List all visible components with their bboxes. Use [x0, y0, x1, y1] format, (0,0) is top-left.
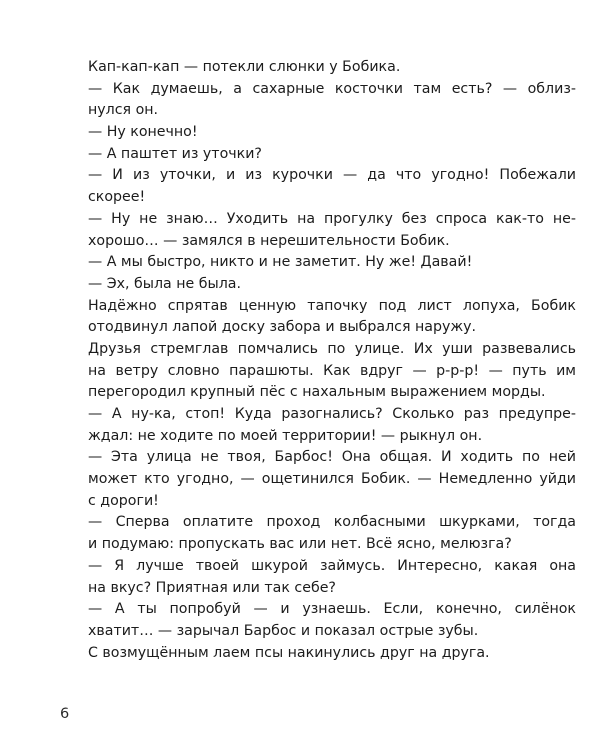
- body-text: [88, 57, 576, 664]
- text-line: и подумаю: пропускать вас или нет. Всё ясно, мелюзга?: [88, 536, 512, 553]
- text-line: — Я лучше твоей шкурой займусь. Интересно, какая она: [88, 557, 576, 574]
- text-line: отодвинул лапой доску забора и выбрался наружу.: [88, 319, 477, 336]
- text-line: — А ты попробуй — и узнаешь. Если, конечно, силёнок: [88, 601, 576, 618]
- text-line: скорее!: [88, 189, 146, 206]
- text-line: — Как думаешь, а сахарные косточки там есть? — облиз-: [88, 80, 576, 97]
- paragraph: [88, 274, 576, 296]
- text-line: ждал: не ходите по моей территории! — рыкнул он.: [88, 427, 483, 444]
- paragraph: [88, 144, 576, 166]
- text-line: — Ну не знаю… Уходить на прогулку без спроса как-то не-: [88, 210, 576, 227]
- paragraph: [88, 599, 576, 642]
- paragraph: [88, 79, 576, 122]
- text-line: нулся он.: [88, 102, 159, 119]
- paragraph: [88, 512, 576, 555]
- text-line: — А паштет из уточки?: [88, 145, 262, 162]
- text-line: — Эта улица не твоя, Барбос! Она общая. И ходить по ней: [88, 449, 576, 466]
- text-line: на ветру словно парашюты. Как вдруг — р-р-р! — путь им: [88, 362, 576, 379]
- paragraph: [88, 643, 576, 665]
- text-line: с дороги!: [88, 492, 159, 509]
- text-line: хватит… — зарычал Барбос и показал острые зубы.: [88, 622, 479, 639]
- paragraph: [88, 165, 576, 208]
- paragraph: [88, 556, 576, 599]
- paragraph: [88, 57, 576, 79]
- text-line: на вкус? Приятная или так себе?: [88, 579, 336, 596]
- text-line: Надёжно спрятав ценную тапочку под лист лопуха, Бобик: [88, 297, 576, 314]
- text-line: может кто угодно, — ощетинился Бобик. — Немедленно уйди: [88, 471, 576, 488]
- text-line: — И из уточки, и из курочки — да что угодно! Побежали: [88, 167, 576, 184]
- paragraph: [88, 122, 576, 144]
- page-number: 6: [60, 706, 70, 722]
- paragraph: [88, 404, 576, 447]
- text-line: — А мы быстро, никто и не заметит. Ну же! Давай!: [88, 254, 473, 271]
- paragraph: [88, 339, 576, 404]
- text-line: — Ну конечно!: [88, 124, 198, 141]
- text-line: С возмущённым лаем псы накинулись друг на друга.: [88, 644, 490, 661]
- text-line: хорошо… — замялся в нерешительности Бобик.: [88, 232, 450, 249]
- text-line: Кап-кап-кап — потекли слюнки у Бобика.: [88, 59, 401, 75]
- text-line: — Сперва оплатите проход колбасными шкурками, тогда: [88, 514, 576, 531]
- paragraph: [88, 296, 576, 339]
- paragraph: [88, 447, 576, 512]
- text-line: перегородил крупный пёс с нахальным выражением морды.: [88, 384, 546, 401]
- text-line: Друзья стремглав помчались по улице. Их уши развевались: [88, 340, 576, 357]
- paragraph: [88, 252, 576, 274]
- paragraph: [88, 209, 576, 252]
- text-line: — Эх, была не была.: [88, 275, 241, 292]
- text-line: — А ну-ка, стоп! Куда разогнались? Сколько раз предупре-: [88, 406, 576, 422]
